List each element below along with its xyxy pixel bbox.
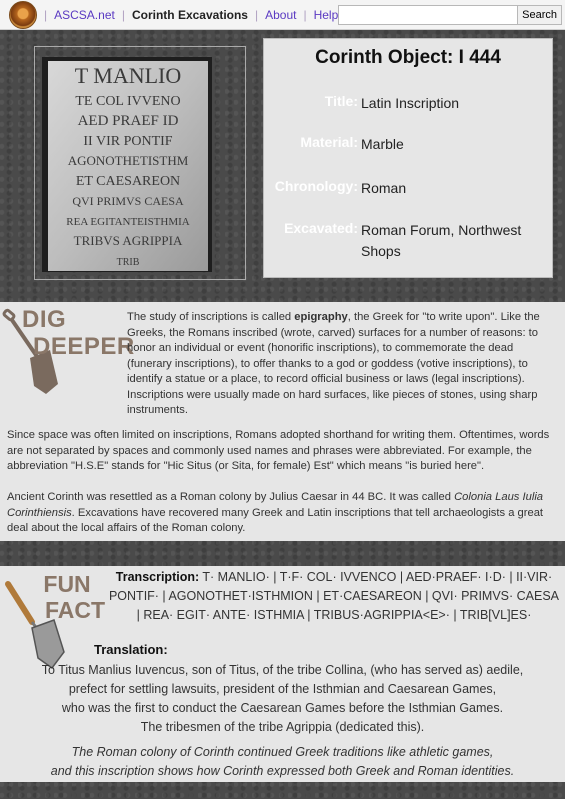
field-row-excavated (264, 220, 552, 262)
dig-title-line1: DIG (22, 306, 67, 333)
translation-text (10, 661, 555, 737)
transcription (108, 568, 560, 625)
field-value: Roman Forum, Northwest Shops (361, 222, 522, 259)
inscription-line: TE COL IVVENO (75, 94, 181, 109)
search-button[interactable]: Search (517, 6, 561, 24)
dig-paragraph-3 (7, 490, 559, 537)
fun-title-line1: FUN (43, 571, 91, 597)
nav-link-corinth[interactable]: Corinth Excavations (131, 7, 248, 22)
translation-line: who was the first to conduct the Caesarean Games before the Isthmian Games. (61, 701, 504, 715)
nav-separator: | (254, 7, 259, 22)
inscription-stone-image (42, 57, 212, 272)
nav-separator: | (44, 7, 48, 22)
dig-p3-text: Ancient Corinth was resettled as a Roman colony by Julius Caesar in 44 BC. It was called (7, 491, 455, 503)
field-row-title (264, 93, 552, 114)
dig-p1-bold: epigraphy (294, 311, 348, 323)
top-nav (0, 0, 565, 30)
field-value: Marble (361, 136, 404, 152)
inscription-line: ET CAESAREON (75, 174, 181, 189)
field-row-chronology (264, 178, 552, 199)
transcription-label: Transcription: (115, 570, 200, 584)
fun-title-line2: FACT (45, 597, 106, 623)
field-label: Material: (300, 134, 358, 150)
inscription-line: AGONOTHETISTHM (67, 153, 189, 168)
fun-fact-section (0, 566, 565, 782)
dig-deeper-title (21, 306, 135, 360)
object-title: Corinth Object: I 444 (315, 47, 501, 68)
field-row-material (264, 134, 552, 155)
note-line: The Roman colony of Corinth continued Greek traditions like athletic games, (71, 745, 494, 759)
dig-paragraph-2: Since space was often limited on inscriptions, Romans adopted shorthand for writing them. Oftentimes, words are not separated by spaces and commonly used names and phrases were abbreviated. For example, the abbreviation "H.S.E" stands for "Hic Situs (or Sita, for female) Est" which means "is buried here". (7, 429, 550, 472)
translation-line: To Titus Manlius Iuvencus, son of Titus, of the tribe Collina, (who has served as) aedile, (41, 663, 524, 677)
dig-p3-text-after: . Excavations have recovered many Greek and Latin inscriptions that tell archaeologists a great deal about the local affairs of the Roman colony. (7, 506, 544, 534)
nav-link-about[interactable]: About (265, 7, 297, 22)
search-input[interactable] (339, 6, 517, 24)
dig-paragraph-1 (127, 310, 557, 419)
field-label: Chronology: (274, 178, 358, 194)
ascsa-logo-icon[interactable] (9, 1, 37, 29)
inscription-line: II VIR PONTIF (83, 134, 173, 149)
search-box (338, 5, 562, 25)
nav-link-help[interactable]: Help (313, 7, 339, 22)
note-line: and this inscription shows how Corinth expressed both Greek and Roman identities. (50, 764, 515, 778)
inscription-line: QVI PRIMVS CAESA (72, 194, 184, 208)
translation-label: Translation: (94, 642, 168, 657)
dig-p1-text-after: , the Greek for "to write upon". Like the Greeks, the Romans inscribed (wrote, carved) surfaces for a number of reasons: to honor an individual or event (honorific inscriptions), to commemorate the dead (funerary inscriptions), to offer thanks to a god or goddess (votive inscriptions), to identify a statue or a place, to record official business or laws (legal inscriptions). Inscriptions were usually made on hard surfaces, like pieces of stones, using sharp instruments. (127, 311, 540, 416)
dig-deeper-section (0, 302, 565, 541)
translation-line: The tribesmen of the tribe Agrippia (dedicated this). (140, 720, 425, 734)
field-label: Title: (324, 93, 358, 109)
nav-separator: | (121, 7, 125, 22)
dig-title-line2: DEEPER (33, 333, 135, 360)
inscription-line: REA EGITANTEISTHMIA (66, 216, 190, 228)
inscription-line: AED PRAEF ID (77, 113, 179, 129)
fun-fact-note (10, 743, 555, 781)
field-value: Roman (361, 180, 407, 196)
inscription-line: T MANLIO (74, 63, 182, 88)
transcription-text: T· MANLIO· | T·F· COL· IVVENCO | AED·PRAEF· I·D· | II·VIR· PONTIF· | AGONOTHET·ISTHMION | ET·CAESAREON | QVI· PRIMVS· CAESA | REA· EGIT· ANTE· ISTHMIA | TRIBUS·AGRIPPIA<E>· | TRIB[VL]ES· (108, 570, 560, 622)
field-label: Excavated: (284, 220, 358, 236)
nav-link-ascsa[interactable]: ASCSA.net (54, 7, 115, 22)
field-value: Latin Inscription (361, 95, 460, 111)
dig-p1-text: The study of inscriptions is called (127, 311, 295, 323)
inscription-photo[interactable] (42, 57, 212, 272)
translation-line: prefect for settling lawsuits, president of the Isthmian and Caesarean Games, (68, 682, 497, 696)
object-info-panel (263, 38, 553, 278)
dig-p3-italic: Colonia Laus Iulia Corinthiensis (7, 491, 544, 519)
inscription-line: TRIB (116, 257, 140, 268)
nav-separator: | (303, 7, 307, 22)
inscription-line: TRIBVS AGRIPPIA (73, 233, 183, 248)
fun-fact-title (29, 571, 105, 623)
